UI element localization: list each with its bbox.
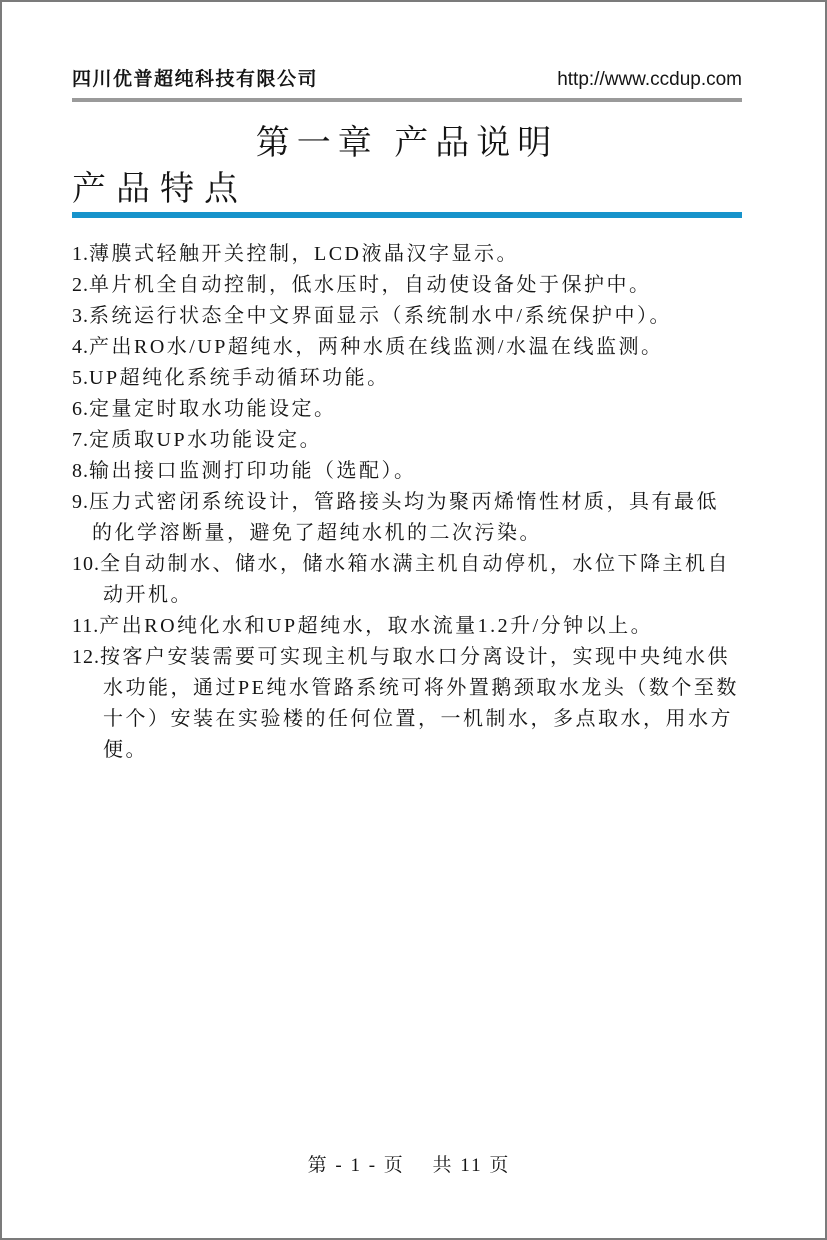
section-heading: 产品特点 [72,171,248,209]
item-number: 9. [72,491,89,514]
page-footer: 第 - 1 - 页 共 11 页 [307,1155,511,1176]
company-name: 四川优普超纯科技有限公司 [72,69,319,90]
item-text: 水功能，通过PE纯水管路系统可将外置鹅颈取水龙头（数个至数 [103,677,739,700]
item-number: 12. [72,646,100,669]
item-text: 的化学溶断量，避免了超纯水机的二次污染。 [92,522,542,545]
item-text: 压力式密闭系统设计，管路接头均为聚丙烯惰性材质，具有最低 [89,491,719,514]
feature-list [72,239,742,766]
item-text: 产出RO纯化水和UP超纯水，取水流量1.2升/分钟以上。 [99,615,654,638]
item-text: 全自动制水、储水，储水箱水满主机自动停机，水位下降主机自 [100,553,730,576]
item-text: 动开机。 [103,584,193,607]
list-item [72,363,742,394]
list-item [72,270,742,301]
list-item [72,394,742,425]
page-content [2,64,825,766]
item-number: 11. [72,615,100,638]
website-url[interactable]: http://www.ccdup.com [557,69,742,90]
list-item [72,425,742,456]
item-text: 十个）安装在实验楼的任何位置，一机制水，多点取水，用水方 [103,708,733,731]
list-item [72,611,742,642]
page-header [72,64,742,91]
list-item [72,239,742,270]
item-number: 10. [72,553,100,576]
list-item [72,301,742,332]
list-item [72,456,742,487]
item-number: 5. [72,367,89,390]
item-text: 输出接口监测打印功能（选配）。 [89,460,417,483]
item-text: 系统运行状态全中文界面显示（系统制水中/系统保护中）。 [89,305,673,328]
section-accent-rule [72,212,742,218]
item-text: 单片机全自动控制，低水压时，自动使设备处于保护中。 [89,274,652,297]
item-number: 1. [72,243,89,266]
list-item [72,642,742,766]
item-text: UP超纯化系统手动循环功能。 [89,367,390,390]
item-number: 4. [72,336,89,359]
item-text: 便。 [103,739,148,762]
item-text: 产出RO水/UP超纯水，两种水质在线监测/水温在线监测。 [89,336,664,359]
list-item [72,332,742,363]
item-number: 6. [72,398,89,421]
item-number: 2. [72,274,89,297]
item-number: 8. [72,460,89,483]
item-text: 薄膜式轻触开关控制，LCD液晶汉字显示。 [89,243,519,266]
header-rule [72,98,742,102]
list-item [72,487,742,549]
item-text: 定质取UP水功能设定。 [89,429,323,452]
list-item [72,549,742,611]
item-number: 7. [72,429,89,452]
chapter-title: 第一章 产品说明 [255,125,559,162]
item-text: 按客户安装需要可实现主机与取水口分离设计，实现中央纯水供 [100,646,730,669]
item-number: 3. [72,305,89,328]
item-text: 定量定时取水功能设定。 [89,398,337,421]
